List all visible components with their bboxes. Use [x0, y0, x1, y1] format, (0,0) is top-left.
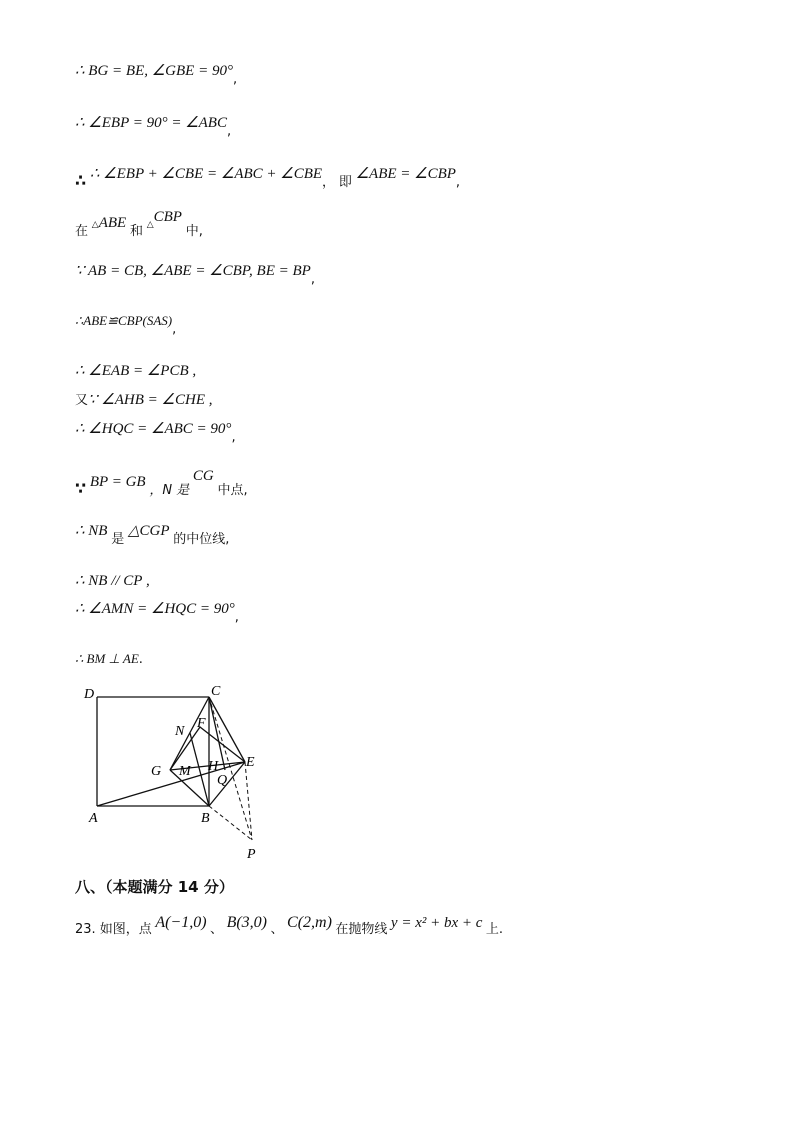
triangle-cgp: △CGP: [127, 523, 170, 539]
parabola-equation: y = x² + bx + c: [390, 915, 483, 931]
proof-line-3: [75, 164, 461, 190]
punct: ,: [310, 272, 315, 287]
math-text: ∴ABE≌CBP(SAS): [75, 313, 173, 328]
sep: 、: [210, 922, 224, 937]
triangle-cbp: CBP: [153, 209, 182, 225]
proof-line-4: [75, 209, 203, 239]
n-is-text: ，N 是: [149, 483, 190, 498]
math-text: ∵ AB = CB, ∠ABE = ∠CBP, BE = BP: [75, 263, 311, 279]
therefore-symbol: ∴: [75, 171, 87, 190]
midpoint-text: 中点,: [217, 483, 248, 498]
proof-line-1: [75, 62, 238, 87]
label-h: H: [208, 759, 219, 774]
math-text: BP = GB: [89, 474, 146, 490]
proof-line-9: [75, 420, 236, 445]
segment-ce: [209, 697, 245, 762]
proof-line-5: [75, 262, 315, 287]
punct: ,: [172, 322, 177, 337]
segment-nb: [190, 733, 209, 806]
triangle-icon: △: [146, 220, 154, 230]
you-text: 又: [75, 393, 89, 408]
proof-line-7: [75, 362, 196, 380]
proof-line-14: [75, 650, 143, 669]
zhong-text: 中,: [185, 224, 203, 239]
label-p: P: [247, 847, 256, 862]
median-text: 的中位线,: [173, 532, 230, 547]
label-f: F: [197, 716, 206, 731]
math-text: ∴ ∠EBP + ∠CBE = ∠ABC + ∠CBE: [89, 166, 323, 182]
question-23: [75, 912, 504, 937]
punct: ,: [232, 72, 238, 87]
q23-mid-text: 在抛物线: [335, 922, 388, 937]
cg-segment: CG: [192, 468, 214, 484]
math-text: ∴ NB // CP ,: [75, 573, 150, 589]
label-q: Q: [217, 773, 228, 788]
punct: ，: [322, 175, 336, 190]
label-a: A: [89, 811, 98, 826]
because-symbol: ∵: [75, 479, 87, 498]
punct: ,: [231, 430, 236, 445]
label-c: C: [211, 684, 221, 699]
proof-line-11: [75, 522, 230, 547]
math-text: ∴ ∠EBP = 90° = ∠ABC: [75, 115, 227, 131]
point-a: A(−1,0): [155, 914, 207, 931]
triangle-abe: ABE: [98, 215, 127, 231]
segment-ep-dashed: [245, 762, 252, 840]
proof-line-6: [75, 312, 177, 337]
point-b: B(3,0): [226, 914, 267, 931]
label-n: N: [175, 724, 185, 739]
math-text-2: ∠ABE = ∠CBP: [355, 166, 456, 182]
proof-line-8: [75, 391, 212, 410]
punct: .: [138, 652, 143, 667]
label-b: B: [201, 811, 210, 826]
proof-line-2: [75, 114, 232, 139]
label-d: D: [84, 687, 95, 702]
math-text: ∴ ∠AMN = ∠HQC = 90°: [75, 601, 235, 617]
label-e: E: [246, 755, 255, 770]
math-text: ∴ ∠HQC = ∠ABC = 90°: [75, 421, 232, 437]
q23-number: 23. 如图，点: [75, 922, 152, 937]
he-text: 和: [129, 224, 143, 239]
zai-text: 在: [75, 224, 89, 239]
math-text: ∴ BG = BE, ∠GBE = 90°: [75, 63, 233, 79]
punct: ,: [234, 610, 239, 625]
punct: ,: [455, 175, 461, 190]
q23-end-text: 上.: [485, 922, 504, 937]
math-text: ∴ ∠EAB = ∠PCB ,: [75, 363, 197, 379]
proof-line-10: [75, 468, 248, 498]
section-heading: 八、（本题满分 14 分）: [75, 878, 234, 896]
sep: 、: [270, 922, 284, 937]
math-text: ∴ NB: [75, 523, 108, 539]
math-text: ∵ ∠AHB = ∠CHE ,: [88, 392, 213, 408]
punct: ,: [226, 124, 232, 139]
proof-line-13: [75, 600, 239, 625]
segment-bp-dashed: [209, 806, 252, 840]
geometry-figure: [80, 680, 280, 865]
label-m: M: [179, 764, 191, 779]
point-c: C(2,m): [287, 914, 332, 931]
proof-line-12: [75, 572, 150, 590]
ji-text: 即: [338, 175, 352, 190]
math-text: ∴ BM ⊥ AE: [75, 651, 139, 666]
label-g: G: [151, 764, 162, 779]
shi-text: 是: [111, 532, 125, 547]
triangle-icon: △: [91, 220, 99, 230]
